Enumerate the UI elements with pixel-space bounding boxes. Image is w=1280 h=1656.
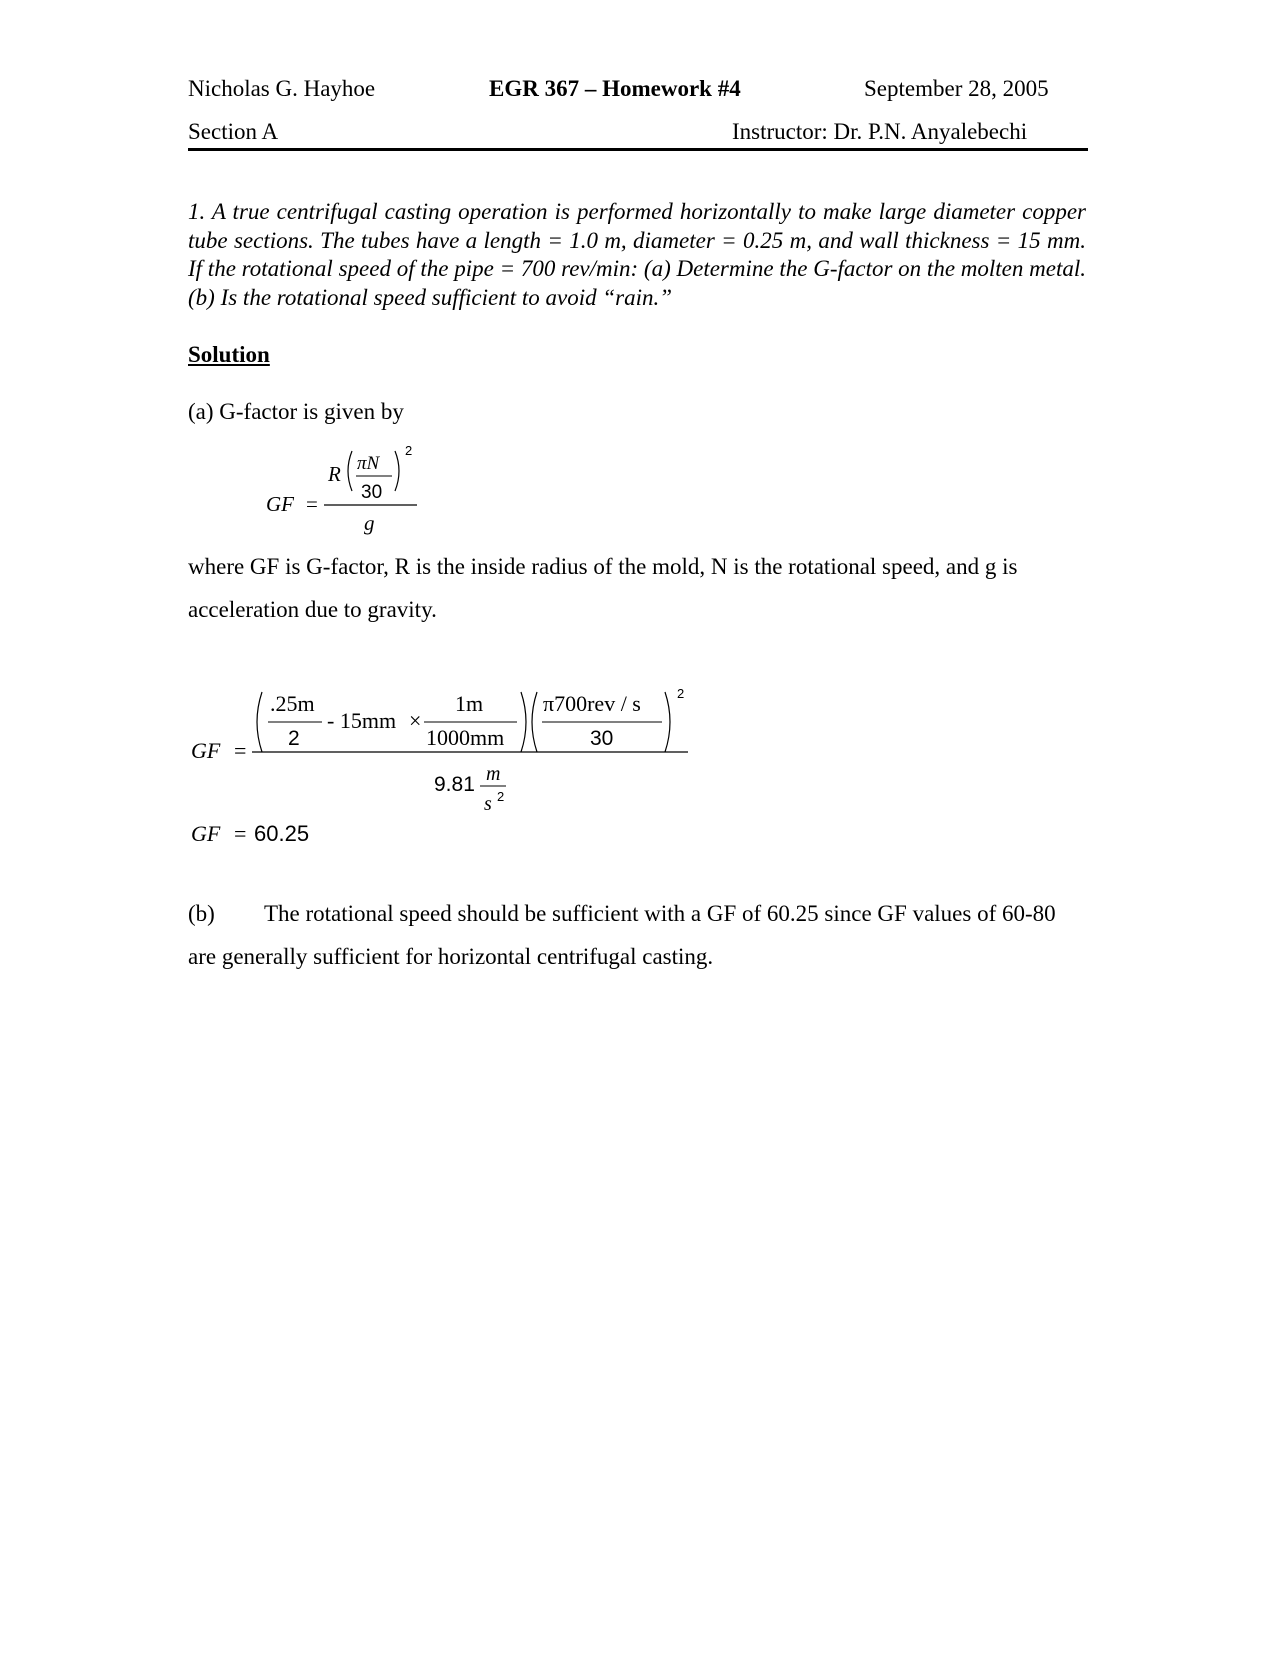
formula1-g: g xyxy=(364,511,375,535)
part-b-label: (b) xyxy=(188,901,215,926)
solution-heading: Solution xyxy=(188,342,270,367)
formula2-thirty: 30 xyxy=(590,727,614,750)
formula2-s-power: 2 xyxy=(497,789,505,804)
formula2-1m: 1m xyxy=(455,691,484,716)
formula2-two: 2 xyxy=(288,727,300,750)
formula2-g-value: 9.81 xyxy=(434,773,475,796)
formula2-power: 2 xyxy=(677,686,685,701)
formula1-thirty: 30 xyxy=(361,482,383,503)
formula2-pi700: π700rev / s xyxy=(543,691,641,716)
author-name: Nicholas G. Hayhoe xyxy=(188,76,376,101)
formula1-pi-n: πN xyxy=(357,453,380,474)
formula2-lhs: GF xyxy=(191,738,221,763)
formula1-lhs: GF xyxy=(266,492,294,516)
formula1-equals: = xyxy=(306,492,318,516)
formula2-minus-15mm: - 15mm xyxy=(327,708,397,733)
result-value: 60.25 xyxy=(254,821,310,846)
section-label: Section A xyxy=(188,119,279,144)
formula2-25m: .25m xyxy=(270,691,315,716)
part-b-text: The rotational speed should be sufficient with a GF of 60.25 since GF values of 60-80 are generally sufficient for horizontal centrifugal casting. xyxy=(188,901,1056,969)
formula2-1000mm: 1000mm xyxy=(426,725,505,750)
formula1-r: R xyxy=(328,462,341,486)
result-lhs: GF xyxy=(191,821,221,846)
document-date: September 28, 2005 xyxy=(864,76,1049,101)
formula2-times: × xyxy=(409,708,422,733)
formula1-power: 2 xyxy=(405,443,413,458)
result-equals: = xyxy=(234,821,247,846)
formula-intro: (a) G-factor is given by xyxy=(188,399,404,424)
problem-statement: 1. A true centrifugal casting operation is performed horizontally to make large diameter copper tube sections. The tubes have a length = 1.0 m, diameter = 0.25 m, and wall thickness = 15 mm. If the rotational speed of the pipe = 700 rev/min: (a) Determine the G-factor on the molten metal. (b) Is the rotational speed sufficient to avoid “rain.” xyxy=(188,199,1086,310)
formula2-s: s xyxy=(484,793,492,815)
formula2-equals: = xyxy=(234,738,247,763)
course-title: EGR 367 – Homework #4 xyxy=(489,76,741,101)
variable-definitions: where GF is G-factor, R is the inside radius of the mold, N is the rotational speed, and g is acceleration due to gravity. xyxy=(188,554,1018,622)
formula2-m: m xyxy=(486,763,501,785)
instructor-label: Instructor: Dr. P.N. Anyalebechi xyxy=(732,119,1028,144)
part-b-answer xyxy=(188,892,1088,978)
